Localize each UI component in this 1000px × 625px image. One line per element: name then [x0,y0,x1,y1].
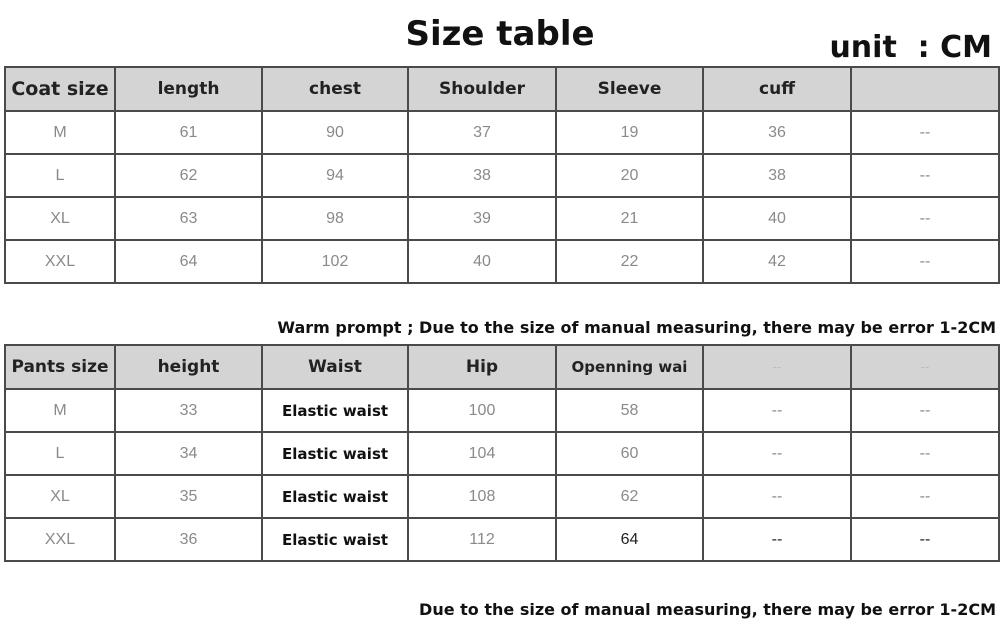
table-cell: 42 [703,240,851,283]
table-cell: 94 [262,154,408,197]
measuring-error-note: Due to the size of manual measuring, there may be error 1-2CM [419,600,996,619]
table-cell: 37 [408,111,556,154]
table-cell: 112 [408,518,556,561]
pants-header-empty: -- [851,345,999,389]
table-cell: 60 [556,432,703,475]
table-cell: 36 [703,111,851,154]
table-cell: -- [851,518,999,561]
table-cell: 40 [408,240,556,283]
table-cell: 102 [262,240,408,283]
pants-size-cell: XL [5,475,115,518]
coat-header-cuff: cuff [703,67,851,111]
coat-header-length: length [115,67,262,111]
pants-size-cell: M [5,389,115,432]
table-cell: 36 [115,518,262,561]
unit-label: unit : CM [829,30,992,65]
pants-size-cell: XXL [5,518,115,561]
table-cell: -- [851,197,999,240]
table-cell: 100 [408,389,556,432]
coat-size-cell: XXL [5,240,115,283]
pants-header-opening: Openning wai [556,345,703,389]
pants-header-empty: -- [703,345,851,389]
coat-header-size: Coat size [5,67,115,111]
pants-size-cell: L [5,432,115,475]
table-cell: 90 [262,111,408,154]
table-cell: -- [851,240,999,283]
pants-header-waist: Waist [262,345,408,389]
table-cell: 62 [115,154,262,197]
table-cell: Elastic waist [262,475,408,518]
table-cell: 38 [408,154,556,197]
table-cell: 38 [703,154,851,197]
table-row [5,389,999,432]
table-cell: 64 [115,240,262,283]
table-row [5,197,999,240]
table-cell: 108 [408,475,556,518]
table-cell: 34 [115,432,262,475]
pants-size-table [4,344,1000,562]
pants-header-row [5,345,999,389]
table-cell: 58 [556,389,703,432]
pants-header-hip: Hip [408,345,556,389]
table-cell: 104 [408,432,556,475]
table-cell: 33 [115,389,262,432]
coat-size-cell: XL [5,197,115,240]
table-row [5,240,999,283]
table-cell: -- [703,475,851,518]
table-cell: 98 [262,197,408,240]
table-cell: 20 [556,154,703,197]
table-cell: 39 [408,197,556,240]
coat-header-empty [851,67,999,111]
table-row [5,111,999,154]
table-cell: 61 [115,111,262,154]
table-cell: 21 [556,197,703,240]
table-row [5,475,999,518]
coat-header-chest: chest [262,67,408,111]
page-title: Size table [405,14,595,54]
pants-header-size: Pants size [5,345,115,389]
table-row [5,154,999,197]
table-cell: 19 [556,111,703,154]
coat-header-sleeve: Sleeve [556,67,703,111]
table-cell: -- [851,111,999,154]
table-cell: -- [851,475,999,518]
coat-header-shoulder: Shoulder [408,67,556,111]
table-cell: 22 [556,240,703,283]
warm-prompt-note: Warm prompt ; Due to the size of manual measuring, there may be error 1-2CM [277,318,996,337]
table-cell: Elastic waist [262,432,408,475]
table-cell: -- [851,432,999,475]
coat-size-cell: L [5,154,115,197]
table-row [5,432,999,475]
table-cell: -- [703,518,851,561]
coat-size-cell: M [5,111,115,154]
table-cell: -- [703,389,851,432]
table-cell: 63 [115,197,262,240]
table-cell: 64 [556,518,703,561]
table-cell: Elastic waist [262,518,408,561]
table-row [5,518,999,561]
table-cell: 40 [703,197,851,240]
table-cell: -- [703,432,851,475]
table-cell: -- [851,154,999,197]
table-cell: 35 [115,475,262,518]
table-cell: Elastic waist [262,389,408,432]
table-cell: 62 [556,475,703,518]
coat-header-row [5,67,999,111]
table-cell: -- [851,389,999,432]
coat-size-table [4,66,1000,284]
pants-header-height: height [115,345,262,389]
